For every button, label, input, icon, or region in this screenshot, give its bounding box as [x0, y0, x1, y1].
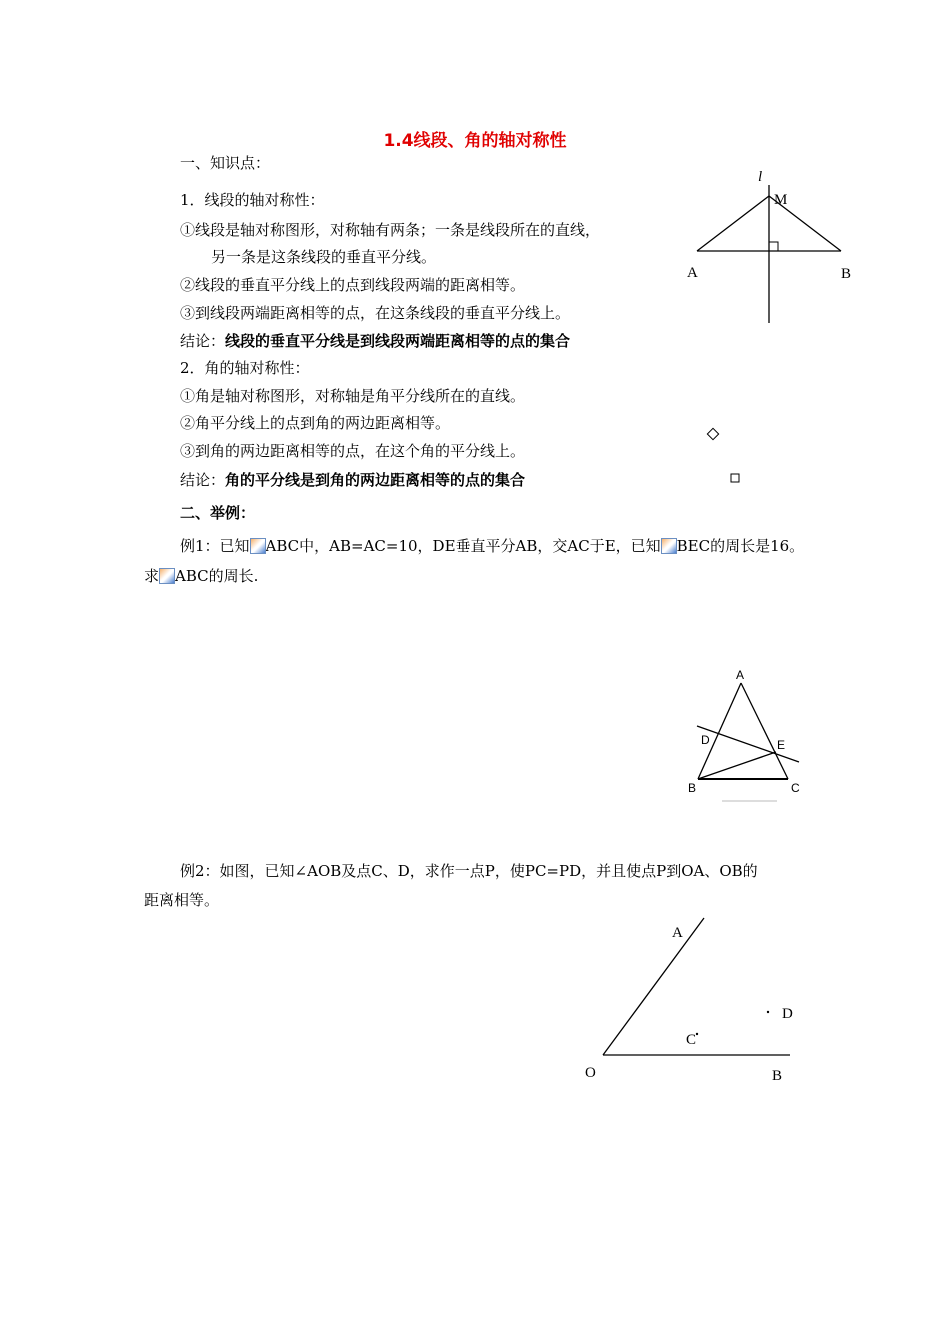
subheading-angle-symmetry: 2．角的轴对称性： — [180, 359, 310, 377]
conclusion-angle-bold: 角的平分线是到角的两边距离相等的点的集合 — [225, 471, 526, 489]
label-b: B — [772, 1068, 783, 1084]
paragraph-angle-1: ①角是轴对称图形，对称轴是角平分线所在的直线。 — [180, 387, 526, 405]
subheading-segment-symmetry: 1．线段的轴对称性： — [180, 191, 325, 209]
paragraph-segment-3: ③到线段两端距离相等的点，在这条线段的垂直平分线上。 — [180, 304, 571, 322]
example-1-text-c: BEC的周长是16。 — [676, 537, 805, 555]
label-b: B — [841, 266, 852, 282]
label-d: D — [701, 733, 710, 747]
paragraph-angle-2: ②角平分线上的点到角的两边距离相等。 — [180, 414, 451, 432]
page-title: 1.4线段、角的轴对称性 — [383, 131, 567, 151]
label-b: B — [688, 781, 697, 795]
label-o: O — [585, 1065, 596, 1081]
paragraph-segment-2: ②线段的垂直平分线上的点到线段两端的距离相等。 — [180, 276, 526, 294]
point-c — [696, 1033, 698, 1035]
example-2-line-2: 距离相等。 — [144, 891, 220, 909]
point-d — [767, 1011, 769, 1013]
example-1-text-d: 求 — [144, 567, 160, 585]
example-1-text-b: ABC中，AB=AC=10，DE垂直平分AB，交AC于E，已知 — [265, 537, 661, 555]
section-heading-examples: 二、举例： — [180, 504, 256, 522]
section-heading-knowledge: 一、知识点： — [180, 154, 271, 172]
paragraph-segment-1a: ①线段是轴对称图形，对称轴有两条；一条是线段所在的直线， — [180, 221, 601, 239]
label-l: l — [758, 169, 763, 185]
label-m: M — [774, 192, 788, 208]
label-a: A — [672, 925, 683, 941]
conclusion-prefix: 结论： — [180, 332, 226, 350]
example-1-text-e: ABC的周长. — [175, 567, 259, 585]
paragraph-angle-3: ③到角的两边距离相等的点，在这个角的平分线上。 — [180, 442, 526, 460]
label-e: E — [777, 738, 786, 752]
example-2-line-1: 例2：如图，已知∠AOB及点C、D，求作一点P，使PC=PD，并且使点P到OA、OB的 — [180, 862, 758, 880]
paragraph-segment-1b: 另一条是这条线段的垂直平分线。 — [211, 248, 437, 266]
conclusion-segment-bold: 线段的垂直平分线是到线段两端距离相等的点的集合 — [225, 332, 571, 350]
conclusion-prefix: 结论： — [180, 471, 226, 489]
example-1-text-a: 例1：已知 — [180, 537, 250, 555]
label-a: A — [736, 668, 745, 682]
label-a: A — [687, 265, 698, 281]
label-c: C — [791, 781, 800, 795]
label-c: C — [686, 1032, 697, 1048]
label-d: D — [782, 1006, 793, 1022]
